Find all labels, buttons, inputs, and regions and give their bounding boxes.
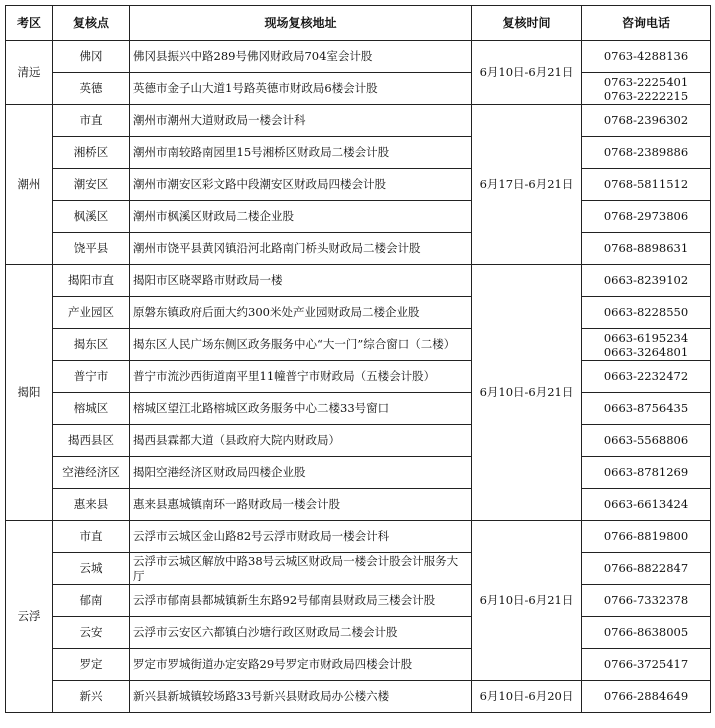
table-row <box>6 393 711 425</box>
region-cell: 潮州 <box>6 105 53 265</box>
address-cell: 揭东区人民广场东侧区政务服务中心“大一门”综合窗口（二楼） <box>130 329 472 361</box>
site-cell: 惠来县 <box>53 489 130 521</box>
address-cell: 云浮市郁南县都城镇新生东路92号郁南县财政局三楼会计股 <box>130 585 472 617</box>
address-cell: 揭阳市区晓翠路市财政局一楼 <box>130 265 472 297</box>
site-cell: 湘桥区 <box>53 137 130 169</box>
phone-cell: 0766-3725417 <box>582 649 711 681</box>
phone-cell <box>582 73 711 105</box>
phone-cell: 0663-8239102 <box>582 265 711 297</box>
header-phone: 咨询电话 <box>582 6 711 41</box>
phone-cell: 0768-2973806 <box>582 201 711 233</box>
address-cell: 潮州市饶平县黄冈镇沿河北路南门桥头财政局二楼会计股 <box>130 233 472 265</box>
site-cell: 揭东区 <box>53 329 130 361</box>
site-cell: 枫溪区 <box>53 201 130 233</box>
site-cell: 英德 <box>53 73 130 105</box>
address-cell: 揭西县霖都大道（县政府大院内财政局） <box>130 425 472 457</box>
site-cell: 揭西县区 <box>53 425 130 457</box>
time-cell: 6月10日-6月20日 <box>472 681 582 713</box>
address-cell: 云浮市云城区解放中路38号云城区财政局一楼会计股会计服务大厅 <box>130 553 472 585</box>
phone-cell: 0766-8638005 <box>582 617 711 649</box>
site-cell: 潮安区 <box>53 169 130 201</box>
time-cell: 6月10日-6月21日 <box>472 265 582 521</box>
time-cell: 6月10日-6月21日 <box>472 521 582 681</box>
phone-cell <box>582 329 711 361</box>
address-cell: 普宁市流沙西街道南平里11幢普宁市财政局（五楼会计股） <box>130 361 472 393</box>
table-row <box>6 265 711 297</box>
phone-cell: 0768-2396302 <box>582 105 711 137</box>
table-row <box>6 233 711 265</box>
time-cell: 6月10日-6月21日 <box>472 41 582 105</box>
table-row <box>6 361 711 393</box>
table-row <box>6 585 711 617</box>
site-cell: 饶平县 <box>53 233 130 265</box>
table-row <box>6 489 711 521</box>
table-row <box>6 169 711 201</box>
phone-cell: 0768-2389886 <box>582 137 711 169</box>
table-row <box>6 329 711 361</box>
address-cell: 揭阳空港经济区财政局四楼企业股 <box>130 457 472 489</box>
address-cell: 云浮市云城区金山路82号云浮市财政局一楼会计科 <box>130 521 472 553</box>
phone-cell: 0663-8228550 <box>582 297 711 329</box>
table-row <box>6 201 711 233</box>
address-cell: 潮州市潮州大道财政局一楼会计科 <box>130 105 472 137</box>
address-cell: 潮州市南较路南园里15号湘桥区财政局二楼会计股 <box>130 137 472 169</box>
address-cell: 原磐东镇政府后面大约300米处产业园财政局二楼企业股 <box>130 297 472 329</box>
table-row <box>6 521 711 553</box>
phone-cell: 0663-5568806 <box>582 425 711 457</box>
table-row <box>6 41 711 73</box>
site-cell: 郁南 <box>53 585 130 617</box>
table-row <box>6 105 711 137</box>
phone-number: 0663-3264801 <box>603 344 689 359</box>
header-address: 现场复核地址 <box>130 6 472 41</box>
address-cell: 潮州市枫溪区财政局二楼企业股 <box>130 201 472 233</box>
phone-cell: 0766-8819800 <box>582 521 711 553</box>
table-row <box>6 649 711 681</box>
table-row <box>6 681 711 713</box>
address-cell: 新兴县新城镇较场路33号新兴县财政局办公楼六楼 <box>130 681 472 713</box>
phone-cell: 0663-8756435 <box>582 393 711 425</box>
table-row <box>6 617 711 649</box>
site-cell: 云安 <box>53 617 130 649</box>
region-cell: 清远 <box>6 41 53 105</box>
header-time: 复核时间 <box>472 6 582 41</box>
phone-cell: 0768-5811512 <box>582 169 711 201</box>
phone-cell: 0768-8898631 <box>582 233 711 265</box>
phone-cell: 0766-2884649 <box>582 681 711 713</box>
site-cell: 普宁市 <box>53 361 130 393</box>
site-cell: 新兴 <box>53 681 130 713</box>
phone-number: 0763-2222215 <box>603 88 689 103</box>
address-cell: 惠来县惠城镇南环一路财政局一楼会计股 <box>130 489 472 521</box>
phone-cell: 0663-2232472 <box>582 361 711 393</box>
time-cell: 6月17日-6月21日 <box>472 105 582 265</box>
table-row <box>6 457 711 489</box>
address-cell: 榕城区望江北路榕城区政务服务中心二楼33号窗口 <box>130 393 472 425</box>
site-cell: 市直 <box>53 105 130 137</box>
phone-cell: 0766-8822847 <box>582 553 711 585</box>
address-cell: 罗定市罗城街道办定安路29号罗定市财政局四楼会计股 <box>130 649 472 681</box>
address-cell: 潮州市潮安区彩文路中段潮安区财政局四楼会计股 <box>130 169 472 201</box>
site-cell: 佛冈 <box>53 41 130 73</box>
site-cell: 市直 <box>53 521 130 553</box>
address-cell: 佛冈县振兴中路289号佛冈财政局704室会计股 <box>130 41 472 73</box>
table-row <box>6 425 711 457</box>
table-row <box>6 297 711 329</box>
region-cell: 云浮 <box>6 521 53 713</box>
site-cell: 云城 <box>53 553 130 585</box>
header-region: 考区 <box>6 6 53 41</box>
site-cell: 罗定 <box>53 649 130 681</box>
phone-cell: 0763-4288136 <box>582 41 711 73</box>
phone-number: 0763-2225401 <box>603 74 689 89</box>
address-cell: 云浮市云安区六都镇白沙塘行政区财政局二楼会计股 <box>130 617 472 649</box>
site-cell: 榕城区 <box>53 393 130 425</box>
address-cell: 英德市金子山大道1号路英德市财政局6楼会计股 <box>130 73 472 105</box>
site-cell: 揭阳市直 <box>53 265 130 297</box>
table-row <box>6 137 711 169</box>
header-site: 复核点 <box>53 6 130 41</box>
phone-cell: 0663-6613424 <box>582 489 711 521</box>
region-cell: 揭阳 <box>6 265 53 521</box>
site-cell: 空港经济区 <box>53 457 130 489</box>
table-row <box>6 553 711 585</box>
phone-cell: 0766-7332378 <box>582 585 711 617</box>
phone-number: 0663-6195234 <box>603 330 689 345</box>
site-cell: 产业园区 <box>53 297 130 329</box>
table-row <box>6 73 711 105</box>
phone-cell: 0663-8781269 <box>582 457 711 489</box>
review-sites-table <box>5 5 711 713</box>
